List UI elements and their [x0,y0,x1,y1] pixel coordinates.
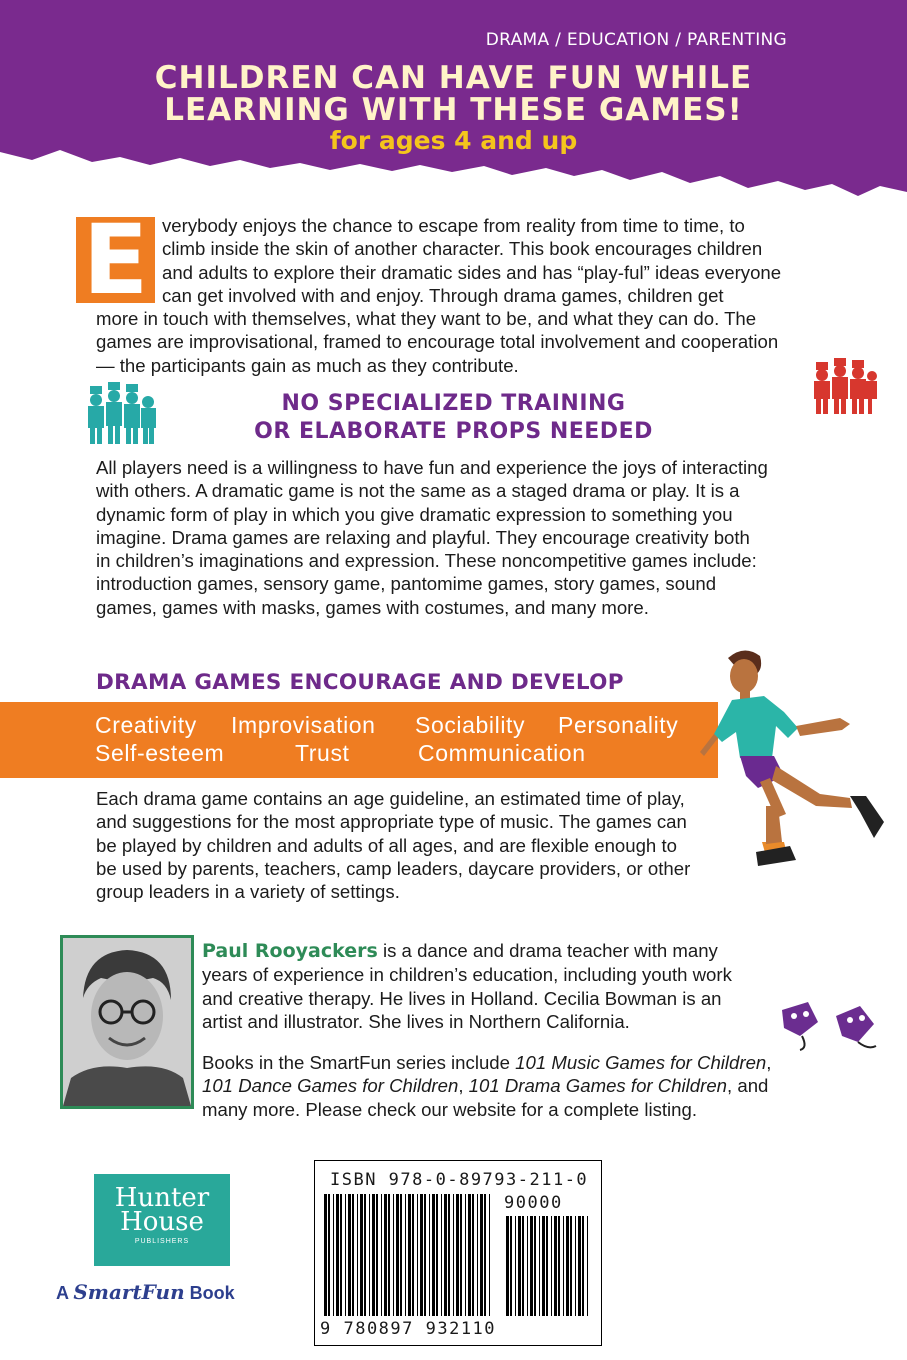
barcode-bar [417,1194,418,1316]
barcode-bar [554,1216,557,1316]
author-photo [60,935,194,1109]
intro-line: climb inside the skin of another character. This book encourages children [162,238,763,260]
barcode-bar [456,1194,459,1316]
barcode-bar [364,1194,366,1316]
author-bio-line: is a dance and drama teacher with many [377,940,718,961]
barcode-bar [563,1216,564,1316]
book-title-drama: 101 Drama Games for Children [468,1075,728,1097]
publisher-name-line-2: House [120,1207,204,1237]
author-bio [202,939,732,1033]
barcode-bar [340,1194,342,1316]
series-text: many more. Please check our website for a complete listing. [202,1098,698,1120]
players-line: introduction games, sensory game, pantomime games, story games, sound [96,573,717,595]
barcode-bar [384,1194,387,1316]
skill-self-esteem: Self-esteem [95,740,225,766]
publisher-name-line-1: Hunter [114,1183,210,1213]
publisher-sub: PUBLISHERS [134,1238,190,1245]
author-name: Paul Rooyackers [202,940,378,962]
isbn-number: ISBN 978-0-89793-211-0 [330,1170,589,1190]
barcode-bar [345,1194,346,1316]
barcode-bar [566,1216,569,1316]
no-training-heading-line-1: NO SPECIALIZED TRAINING [281,391,626,416]
skill-communication: Communication [418,740,586,766]
barcode-bar [551,1216,552,1316]
series-paragraph [202,1051,771,1121]
barcode-bar [369,1194,370,1316]
series-text: , [458,1075,469,1097]
barcode-bar [570,1216,572,1316]
barcode-bar [587,1216,588,1316]
barcode-bar [477,1194,478,1316]
barcode-bar [489,1194,490,1316]
barcode-bar [534,1216,536,1316]
barcode-bar [539,1216,540,1316]
author-bio-line: artist and illustrator. She lives in Northern California. [202,1010,630,1032]
book-title-dance: 101 Dance Games for Children [202,1075,459,1097]
barcode-bar [424,1194,426,1316]
barcode-bar [460,1194,462,1316]
barcode-bar [472,1194,474,1316]
intro-line: verybody enjoys the chance to escape from reality from time to time, to [162,215,745,236]
barcode-bar [393,1194,394,1316]
barcode-bar [432,1194,435,1316]
barcode-bar [388,1194,390,1316]
barcode-bar [352,1194,354,1316]
barcode-bar [408,1194,411,1316]
series-text: , [766,1052,772,1073]
barcode-bar [333,1194,334,1316]
ean-barcode [322,1194,492,1320]
barcode-bar [582,1216,584,1316]
barcode-bar [506,1216,509,1316]
barcode-bar [578,1216,581,1316]
book-title-music: 101 Music Games for Children [515,1052,767,1073]
headline [0,62,907,126]
barcode-bar [527,1216,528,1316]
intro-line: can get involved with and enjoy. Through drama games, children get [162,284,724,306]
headline-line-1: CHILDREN CAN HAVE FUN WHILE [154,60,753,96]
series-label-post: Book [184,1283,235,1303]
intro-line: more in touch with themselves, what they want to be, and what they can do. The [96,308,757,330]
skill-trust: Trust [295,740,350,766]
players-line: in children’s imaginations and expression. These noncompetitive games include: [96,550,757,572]
barcode-bar [468,1194,471,1316]
no-training-heading-line-2: OR ELABORATE PROPS NEEDED [254,419,653,444]
barcode-bar [376,1194,378,1316]
barcode-bar [546,1216,548,1316]
series-text: Books in the SmartFun series include [202,1052,516,1073]
players-line: All players need is a willingness to have fun and experience the joys of interacting [96,457,768,478]
barcode-bar [542,1216,545,1316]
headline-line-2: LEARNING WITH THESE GAMES! [164,92,743,128]
skill-personality: Personality [558,712,679,738]
barcode-bar [436,1194,438,1316]
price-code: 90000 [504,1193,563,1213]
each-game-line: be used by parents, teachers, camp leaders, daycare providers, or other [96,857,691,879]
author-portrait-image [63,938,191,1106]
series-label [56,1280,235,1304]
barcode-bar [530,1216,533,1316]
skill-creativity: Creativity [95,712,197,738]
barcode-bar [429,1194,430,1316]
barcode-bar [372,1194,375,1316]
barcode-bar [405,1194,406,1316]
series-label-pre: A [56,1283,74,1303]
barcode-bar [360,1194,363,1316]
players-line: imagine. Drama games are relaxing and playful. They encourage creativity both [96,526,750,548]
barcode-bar [558,1216,560,1316]
barcode-bar [420,1194,423,1316]
each-game-line: group leaders in a variety of settings. [96,881,400,903]
skill-improvisation: Improvisation [231,712,376,738]
encourage-heading: DRAMA GAMES ENCOURAGE AND DEVELOP [96,670,624,695]
barcode-bar [324,1194,327,1316]
barcode-bar [518,1216,521,1316]
each-game-line: and suggestions for the most appropriate type of music. The games can [96,811,687,833]
each-game-paragraph [96,787,690,903]
barcode-bar [480,1194,483,1316]
barcode-bar [510,1216,512,1316]
intro-line: and adults to explore their dramatic sides and has “play-ful” ideas everyone [162,261,782,283]
barcode-bar [336,1194,339,1316]
author-bio-line: years of experience in children’s education, including youth work [202,964,732,986]
barcode-bar [522,1216,524,1316]
drop-cap: E [76,217,155,303]
barcode-bar [453,1194,454,1316]
ean-number: 9 780897 932110 [320,1319,497,1339]
purple-masks-illustration [778,996,882,1052]
intro-paragraph [96,214,781,377]
skill-sociability: Sociability [415,712,526,738]
age-subhead: for ages 4 and up [329,126,578,155]
series-logo: SmartFun [73,1280,185,1304]
barcode-bar [357,1194,358,1316]
barcode-bar [412,1194,414,1316]
barcode-bar [515,1216,516,1316]
barcode-bar [400,1194,402,1316]
barcode-bar [328,1194,330,1316]
players-line: games, games with masks, games with costumes, and many more. [96,596,649,618]
each-game-line: be played by children and adults of all ages, and are flexible enough to [96,834,677,856]
no-training-heading [0,390,907,446]
barcode-bar [444,1194,447,1316]
barcode-bar [441,1194,442,1316]
running-child-illustration [700,646,890,870]
barcode-bar [381,1194,382,1316]
author-bio-line: and creative therapy. He lives in Holland. Cecilia Bowman is an [202,987,722,1009]
players-line: with others. A dramatic game is not the same as a staged drama or play. It is a [96,480,740,502]
barcode-bar [484,1194,486,1316]
category-label: DRAMA / EDUCATION / PARENTING [485,30,787,50]
intro-line: games are improvisational, framed to encourage total involvement and cooperation [96,331,779,353]
series-text: , and [727,1075,769,1097]
barcode-bar [448,1194,450,1316]
barcode-bar [575,1216,576,1316]
price-barcode [504,1216,592,1316]
each-game-line: Each drama game contains an age guideline, an estimated time of play, [96,788,685,809]
intro-line: — the participants gain as much as they contribute. [96,354,519,376]
barcode-bar [348,1194,351,1316]
barcode-bar [465,1194,466,1316]
players-line: dynamic form of play in which you give dramatic expression to something you [96,503,733,525]
barcode-bar [396,1194,399,1316]
publisher-name [94,1183,230,1237]
players-paragraph [96,456,768,619]
